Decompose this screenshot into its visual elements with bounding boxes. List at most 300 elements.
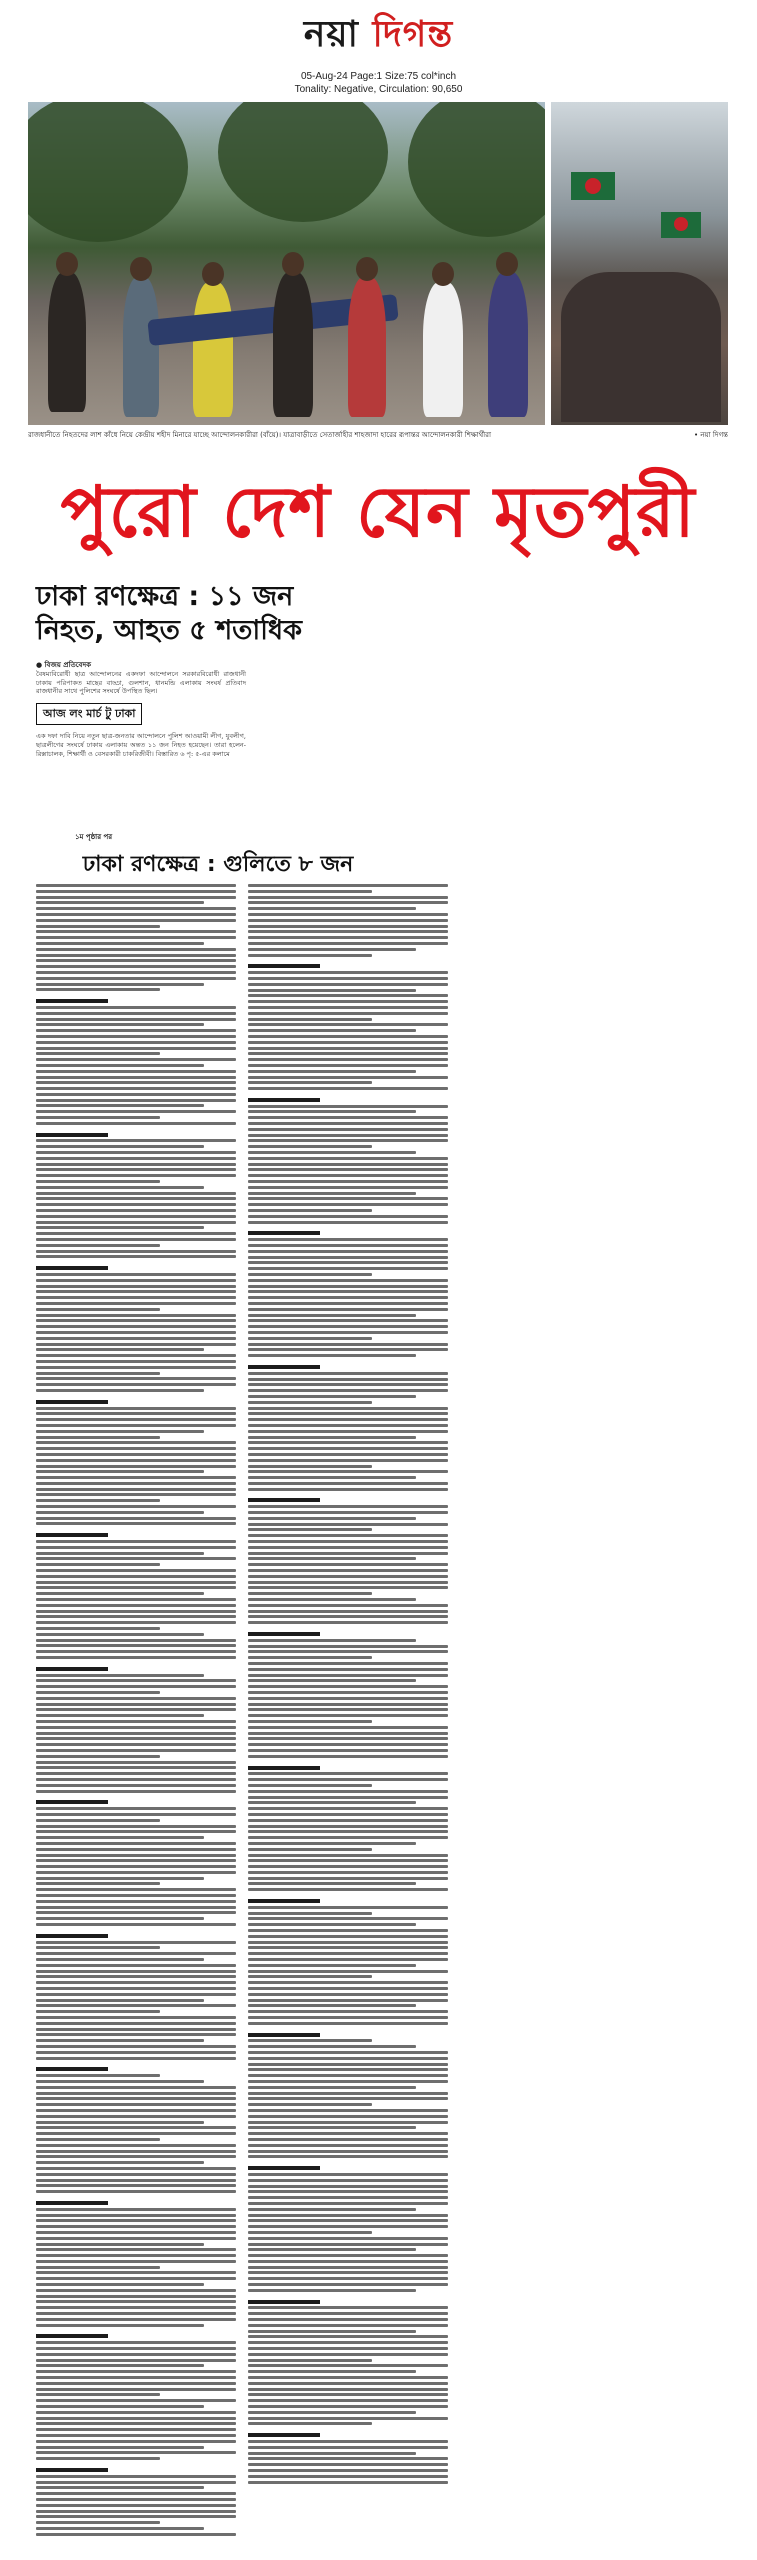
body-text-line xyxy=(36,1453,236,1456)
body-text-line xyxy=(248,1546,448,1549)
body-text-line xyxy=(36,1703,236,1706)
body-text-line xyxy=(36,1807,236,1810)
body-text-line xyxy=(36,1761,236,1764)
body-text-line xyxy=(248,2283,448,2286)
body-text-line xyxy=(248,1441,448,1444)
body-text-line xyxy=(248,1726,448,1729)
body-text-line xyxy=(248,1534,448,1537)
body-text-line xyxy=(36,1964,236,1967)
body-text-line xyxy=(248,1215,448,1218)
body-text-line xyxy=(248,1151,416,1154)
crowd-figure xyxy=(488,272,528,417)
body-text-line xyxy=(36,1679,236,1682)
body-text-line xyxy=(248,2364,448,2367)
body-text-line xyxy=(248,1128,448,1131)
body-text-line xyxy=(248,1859,448,1862)
body-text-line xyxy=(36,1226,204,1229)
body-text-line xyxy=(248,2469,448,2472)
body-text-line xyxy=(36,1197,236,1200)
body-text-line xyxy=(248,1209,372,1212)
body-text-line xyxy=(248,1041,448,1044)
body-text-line xyxy=(36,1691,160,1694)
body-text-line xyxy=(248,1476,416,1479)
body-text-line xyxy=(36,2359,236,2362)
body-text-line xyxy=(248,907,416,910)
body-text-line xyxy=(248,2417,448,2420)
logo-part1: নয়া xyxy=(303,13,373,55)
body-text-line xyxy=(248,1407,448,1410)
body-text-line xyxy=(36,1987,236,1990)
body-text-line xyxy=(248,1766,320,1770)
body-text-line xyxy=(36,1952,236,1955)
body-text-line xyxy=(248,1836,448,1839)
body-text-line xyxy=(36,1598,236,1601)
body-text-line xyxy=(248,1912,372,1915)
kicker-box xyxy=(36,702,246,726)
body-text-line xyxy=(248,2335,448,2338)
body-text-line xyxy=(248,1848,372,1851)
body-text-line xyxy=(248,2405,448,2408)
body-text-line xyxy=(36,1552,204,1555)
lead-photo xyxy=(28,102,545,425)
body-text-line xyxy=(36,1250,236,1253)
body-text-line xyxy=(248,1906,448,1909)
body-text-line xyxy=(248,884,448,887)
body-text-line xyxy=(36,1581,236,1584)
body-text-line xyxy=(36,1778,236,1781)
body-text-line xyxy=(248,1598,416,1601)
body-text-line xyxy=(36,907,236,910)
body-text-line xyxy=(248,1482,448,1485)
body-text-line xyxy=(248,1825,448,1828)
body-text-line xyxy=(36,2237,236,2240)
crowd-mass xyxy=(561,272,721,422)
body-text-line xyxy=(248,2004,416,2007)
body-text-line xyxy=(36,1726,236,1729)
body-text-line xyxy=(248,2370,416,2373)
body-text-line xyxy=(36,1412,236,1415)
body-text-line xyxy=(36,1133,108,1137)
body-text-line xyxy=(36,1209,236,1212)
body-text-line xyxy=(36,2057,236,2060)
body-text-line xyxy=(36,2214,236,2217)
body-text-line xyxy=(36,1337,236,1340)
body-text-line xyxy=(36,2150,236,2153)
body-text-line xyxy=(36,1888,236,1891)
body-text-line xyxy=(36,1720,236,1723)
body-text-line xyxy=(248,1430,448,1433)
body-text-line xyxy=(36,1186,204,1189)
body-text-line xyxy=(248,1447,448,1450)
body-text-line xyxy=(36,901,204,904)
photo-caption-text: রাজধানীতে নিহতদের লাশ কাঁধে নিয়ে কেন্দ্রীয় শহীদ মিনারে যাচ্ছে আন্দোলনকারীরা (বাঁয়ে)। যাত্রাবাড়ীতে সেতার্জাহীর শাহজাদা হারের রূপান্তর আন্দোলনকারী শিক্ষার্থীরা xyxy=(28,431,492,439)
body-text-line xyxy=(248,1755,448,1758)
body-text-line xyxy=(248,2422,372,2425)
body-text-line xyxy=(248,2237,448,2240)
body-text-line xyxy=(248,2411,416,2414)
body-text-line xyxy=(36,988,160,991)
body-text-line xyxy=(248,1929,448,1932)
body-text-line xyxy=(36,2468,108,2472)
body-text-line xyxy=(248,1523,448,1526)
body-text-line xyxy=(36,913,236,916)
body-text-line xyxy=(248,1105,448,1108)
body-text-line xyxy=(248,1517,416,1520)
body-text-line xyxy=(248,2330,416,2333)
body-text-line xyxy=(36,2393,160,2396)
body-text-line xyxy=(36,1366,236,1369)
body-text-line xyxy=(36,2225,236,2228)
body-text-line xyxy=(36,2167,236,2170)
body-text-line xyxy=(248,2074,448,2077)
body-text-line xyxy=(36,2388,236,2391)
body-text-line xyxy=(248,954,372,957)
body-text-line xyxy=(36,1743,236,1746)
body-text-line xyxy=(36,1999,204,2002)
body-text-line xyxy=(36,2103,236,2106)
body-text-line xyxy=(36,1499,160,1502)
body-text-line xyxy=(248,1801,416,1804)
body-text-line xyxy=(248,1343,448,1346)
body-text-line xyxy=(248,1964,416,1967)
body-text-line xyxy=(248,1679,416,1682)
body-text-line xyxy=(36,1325,236,1328)
body-text-line xyxy=(248,1703,448,1706)
body-text-line xyxy=(36,1604,236,1607)
body-text-line xyxy=(248,1511,448,1514)
body-text-line xyxy=(36,1354,236,1357)
body-text-line xyxy=(248,1273,372,1276)
body-text-line xyxy=(36,1772,236,1775)
body-text-line xyxy=(36,1383,236,1386)
body-text-line xyxy=(36,1296,236,1299)
crowd-head xyxy=(432,262,454,286)
body-text-line xyxy=(36,1064,204,1067)
body-text-line xyxy=(248,1180,448,1183)
body-text-line xyxy=(248,2433,320,2437)
body-text-line xyxy=(248,2266,448,2269)
body-text-line xyxy=(248,1999,448,2002)
crowd-head xyxy=(496,252,518,276)
body-text-line xyxy=(36,936,236,939)
body-text-line xyxy=(248,994,448,997)
body-text-line xyxy=(248,1412,448,1415)
body-text-line xyxy=(36,1430,204,1433)
body-text-line xyxy=(248,1163,448,1166)
body-text-line xyxy=(248,1145,372,1148)
body-text-line xyxy=(36,1006,236,1009)
kicker-label: আজ লং মার্চ টু ঢাকা xyxy=(36,703,142,725)
body-text-line xyxy=(36,1232,236,1235)
body-text-line xyxy=(36,2405,204,2408)
body-text-line xyxy=(36,2283,204,2286)
body-text-line xyxy=(248,971,448,974)
tree-shape xyxy=(28,102,188,242)
body-text-line xyxy=(248,896,448,899)
body-text-line xyxy=(248,1018,372,1021)
body-text-line xyxy=(36,959,236,962)
body-text-line xyxy=(248,977,448,980)
body-text-line xyxy=(36,2086,236,2089)
body-text-line xyxy=(248,1888,448,1891)
body-text-line xyxy=(248,1354,416,1357)
body-text-line xyxy=(248,2166,320,2170)
body-text-line xyxy=(36,1400,108,1404)
body-text-line xyxy=(36,2161,204,2164)
body-text-line xyxy=(36,1511,204,1514)
body-text-line xyxy=(36,1465,236,1468)
body-text-line xyxy=(36,2527,204,2530)
body-text-line xyxy=(36,1941,236,1944)
crowd-figure xyxy=(48,272,86,412)
body-text-line xyxy=(36,1592,204,1595)
body-text-line xyxy=(248,2312,448,2315)
body-text-line xyxy=(36,2428,236,2431)
body-text-line xyxy=(36,1946,160,1949)
body-text-line xyxy=(36,1819,160,1822)
body-text-line xyxy=(36,2184,236,2187)
body-text-line xyxy=(248,2481,448,2484)
body-text-line xyxy=(248,2202,448,2205)
body-text-line xyxy=(248,1453,448,1456)
body-text-line xyxy=(36,1018,236,1021)
body-text-line xyxy=(36,1958,204,1961)
body-text-line xyxy=(36,2318,236,2321)
body-text-line xyxy=(248,1610,448,1613)
body-text-line xyxy=(248,2382,448,2385)
body-text-line xyxy=(36,2254,236,2257)
body-text-line xyxy=(248,1958,448,1961)
body-text-line xyxy=(36,1790,236,1793)
masthead xyxy=(0,14,757,54)
body-text-line xyxy=(248,1581,448,1584)
body-text-line xyxy=(248,1052,448,1055)
body-text-line xyxy=(36,2051,236,2054)
body-text-line xyxy=(248,1917,448,1920)
body-text-line xyxy=(36,2219,236,2222)
body-text-line xyxy=(36,1975,236,1978)
body-text-line xyxy=(36,1168,236,1171)
body-text-line xyxy=(248,2121,448,2124)
body-text-line xyxy=(248,1256,448,1259)
body-text-line xyxy=(36,2312,236,2315)
body-text-line xyxy=(36,1639,236,1642)
body-text-line xyxy=(36,1081,236,1084)
body-text-line xyxy=(36,1314,236,1317)
body-text-line xyxy=(36,2271,236,2274)
body-text-line xyxy=(36,1029,236,1032)
body-text-line xyxy=(36,1244,160,1247)
body-text-line xyxy=(36,1894,236,1897)
body-text-line xyxy=(248,1250,448,1253)
body-text-line xyxy=(248,2289,416,2292)
body-text-line xyxy=(36,1070,236,1073)
body-text-line xyxy=(36,1854,236,1857)
body-text-line xyxy=(248,1615,448,1618)
body-text-line xyxy=(36,1476,236,1479)
body-text-line xyxy=(248,1668,448,1671)
body-text-line xyxy=(36,1522,236,1525)
body-text-line xyxy=(36,1650,236,1653)
body-text-line xyxy=(248,2092,448,2095)
body-text-line xyxy=(36,954,236,957)
body-text-line xyxy=(36,1557,236,1560)
body-text-line xyxy=(36,1737,236,1740)
body-text-line xyxy=(36,1266,108,1270)
body-text-line xyxy=(36,1319,236,1322)
body-text-line xyxy=(248,1714,448,1717)
body-text-line xyxy=(248,2103,372,2106)
body-text-line xyxy=(36,2533,236,2536)
body-text-line xyxy=(36,2033,236,2036)
body-text-line xyxy=(248,948,416,951)
body-text-line xyxy=(36,1035,236,1038)
body-text-line xyxy=(36,1656,236,1659)
meta-line-1: 05-Aug-24 Page:1 Size:75 col*inch xyxy=(300,71,457,82)
body-text-line xyxy=(248,1174,448,1177)
body-text-line xyxy=(248,1465,372,1468)
body-text-line xyxy=(36,1076,236,1079)
body-text-line xyxy=(248,1134,448,1137)
body-text-line xyxy=(248,2144,448,2147)
body-text-line xyxy=(248,964,320,968)
body-text-line xyxy=(248,1029,416,1032)
body-text-line xyxy=(248,2260,448,2263)
body-text-line xyxy=(248,1261,448,1264)
body-text-line xyxy=(248,1087,448,1090)
body-text-line xyxy=(248,901,448,904)
body-text-line xyxy=(36,1882,160,1885)
body-text-line xyxy=(248,2010,448,2013)
body-text-line xyxy=(248,1098,320,1102)
crowd-figure xyxy=(123,277,159,417)
body-text-line xyxy=(36,1348,204,1351)
body-text-line xyxy=(36,1732,236,1735)
body-text-line xyxy=(36,1830,236,1833)
body-text-line xyxy=(248,2347,448,2350)
body-text-line xyxy=(248,913,448,916)
body-text-line xyxy=(36,2201,108,2205)
body-text-line xyxy=(36,1418,236,1421)
body-text-line xyxy=(248,1348,448,1351)
body-text-line xyxy=(36,2300,236,2303)
body-text-line xyxy=(248,1732,448,1735)
body-text-line xyxy=(36,1877,204,1880)
body-text-line xyxy=(36,2039,204,2042)
body-text-line xyxy=(36,1569,236,1572)
body-text-line xyxy=(36,1290,236,1293)
body-text-line xyxy=(248,1528,372,1531)
body-text-line xyxy=(248,1197,448,1200)
body-text-line xyxy=(248,1308,448,1311)
body-text-line xyxy=(36,1447,236,1450)
body-text-line xyxy=(36,2289,236,2292)
body-text-line xyxy=(248,2039,372,2042)
body-text-line xyxy=(36,1093,236,1096)
body-text-line xyxy=(248,2440,448,2443)
body-text-line xyxy=(36,925,160,928)
body-text-line xyxy=(248,2185,448,2188)
body-text-line xyxy=(36,1836,204,1839)
body-text-line xyxy=(248,1569,448,1572)
article-column-right xyxy=(248,884,448,2486)
body-text-line xyxy=(248,2271,448,2274)
body-text-line xyxy=(36,1697,236,1700)
body-text-line xyxy=(248,1993,448,1996)
body-text-line xyxy=(248,1365,320,1369)
body-text-line xyxy=(248,1076,448,1079)
body-text-line xyxy=(36,1058,236,1061)
body-text-line xyxy=(248,1981,448,1984)
body-text-line xyxy=(36,1923,236,1926)
body-text-line xyxy=(248,2231,372,2234)
body-text-line xyxy=(248,1975,372,1978)
body-text-line xyxy=(248,2463,448,2466)
body-text-line xyxy=(36,1517,236,1520)
body-text-line xyxy=(36,1842,236,1845)
body-text-line xyxy=(36,2515,236,2518)
body-text-line xyxy=(248,1830,448,1833)
body-text-line xyxy=(36,2417,236,2420)
body-text-line xyxy=(248,1772,448,1775)
body-text-line xyxy=(248,1314,416,1317)
body-text-line xyxy=(36,1180,160,1183)
body-text-line xyxy=(36,1122,236,1125)
body-text-line xyxy=(36,1708,236,1711)
body-text-line xyxy=(36,2353,236,2356)
body-text-line xyxy=(36,2434,236,2437)
body-text-line xyxy=(36,2208,236,2211)
body-text-line xyxy=(248,1899,320,1903)
body-text-line xyxy=(248,1267,448,1270)
body-text-line xyxy=(36,2457,160,2460)
body-text-line xyxy=(248,925,448,928)
body-text-line xyxy=(36,1766,236,1769)
body-text-line xyxy=(248,2318,448,2321)
body-text-line xyxy=(248,1331,448,1334)
clipping-meta xyxy=(0,70,757,96)
body-text-line xyxy=(36,1865,236,1868)
body-text-line xyxy=(248,1621,448,1624)
body-text-line xyxy=(248,2155,448,2158)
body-text-line xyxy=(248,1592,372,1595)
meta-line-2: Tonality: Negative, Circulation: 90,650 xyxy=(294,84,463,95)
body-text-line xyxy=(36,1633,204,1636)
body-text-line xyxy=(36,1104,204,1107)
body-text-line xyxy=(36,2510,236,2513)
body-text-line xyxy=(248,1586,448,1589)
body-text-line xyxy=(36,2486,204,2489)
body-text-line xyxy=(36,1052,160,1055)
body-text-line xyxy=(248,1231,320,1235)
body-text-line xyxy=(36,1575,236,1578)
body-text-line xyxy=(248,2132,448,2135)
logo-part2: দিগন্ত xyxy=(372,13,454,55)
body-text-line xyxy=(248,2016,448,2019)
tree-shape xyxy=(218,102,388,222)
body-text-line xyxy=(248,989,416,992)
intro-paragraph-2: এক দফা দাবি নিয়ে নতুন ছাত্র-জনতার আন্দোলনে পুলিশ আওয়ামী লীগ, যুবলীগ, ছাত্রলীগের সংঘর্ষে ঢাকায় এলাকায় অন্তত ১১ জন নিহত হয়েছেন। তারা হলেন- রিক্সাচালক, শিক্ষার্থী ও বেসরকারী চাকরিজীবী। বিস্তারিত ৬ পৃ: ৫-এর কলামে xyxy=(36,732,246,758)
body-text-line xyxy=(36,1981,236,1984)
body-text-line xyxy=(248,1685,448,1688)
body-text-line xyxy=(248,1168,448,1171)
body-text-line xyxy=(248,1139,448,1142)
body-text-line xyxy=(248,1749,448,1752)
body-text-line xyxy=(36,2179,236,2182)
body-text-line xyxy=(248,1186,448,1189)
body-text-line xyxy=(36,1627,160,1630)
body-text-line xyxy=(248,1854,448,1857)
